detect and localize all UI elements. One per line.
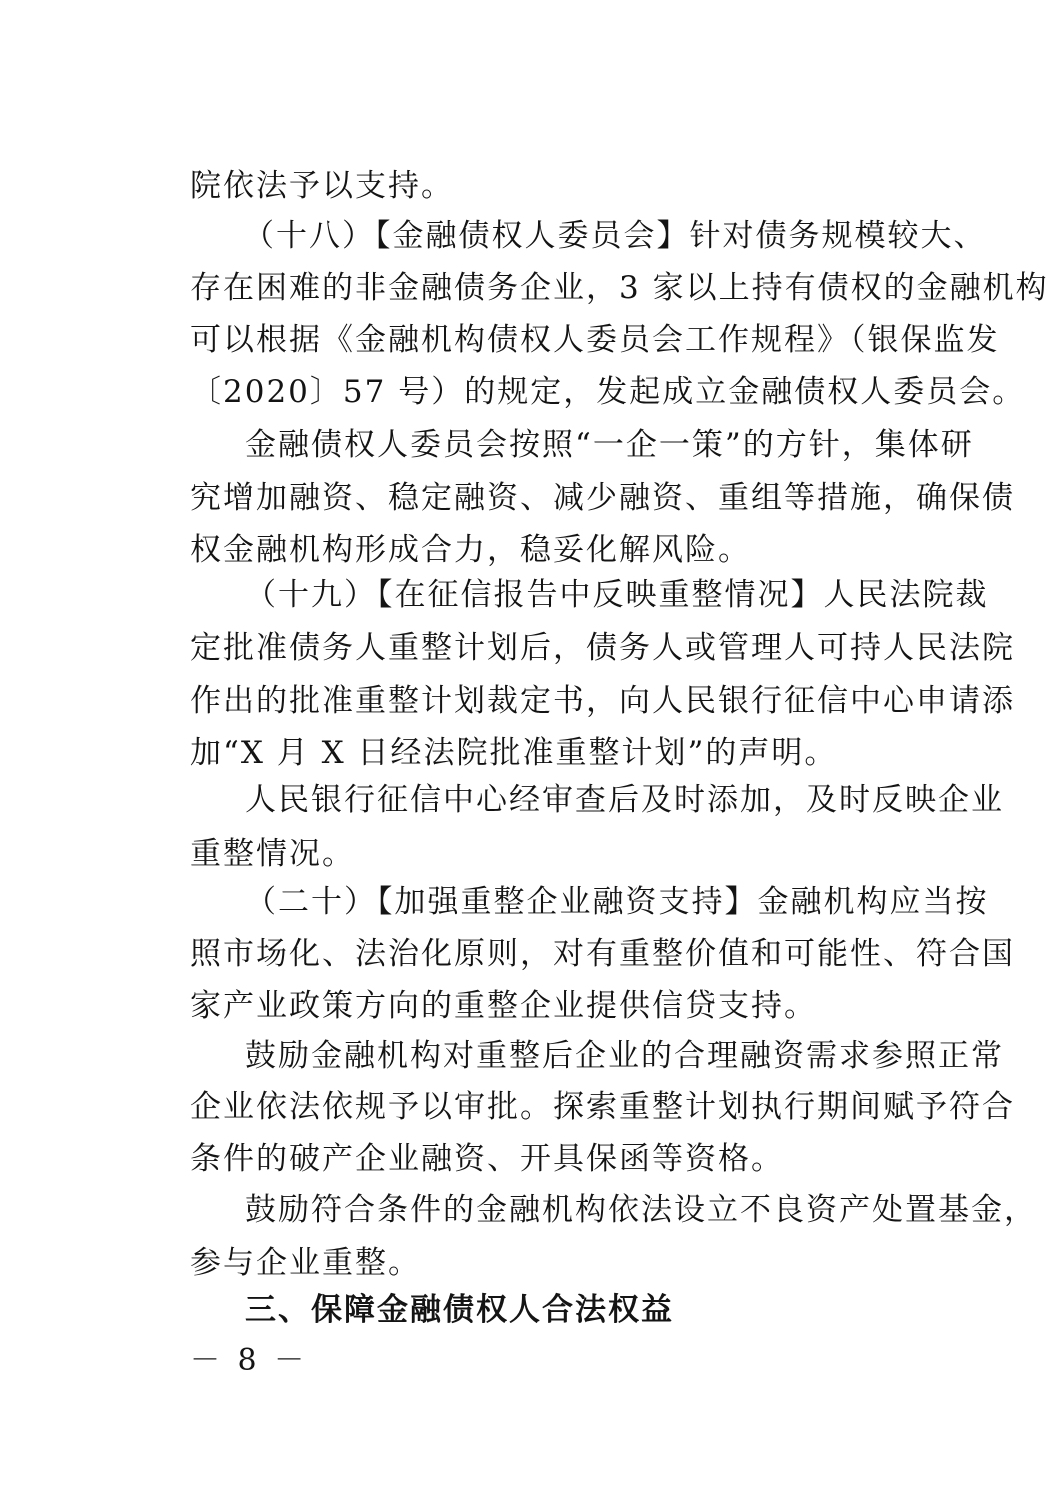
text-line: （二十）【加强重整企业融资支持】金融机构应当按 bbox=[245, 884, 989, 920]
text-line: 鼓励金融机构对重整后企业的合理融资需求参照正常 bbox=[245, 1038, 1004, 1074]
page-number: － 8 － bbox=[190, 1343, 309, 1378]
text-line: 权金融机构形成合力，稳妥化解风险。 bbox=[190, 532, 751, 568]
text-line: 企业依法依规予以审批。探索重整计划执行期间赋予符合 bbox=[190, 1089, 1015, 1125]
text-line: 参与企业重整。 bbox=[190, 1245, 421, 1281]
text-line: 金融债权人委员会按照“一企一策”的方针，集体研 bbox=[245, 427, 974, 463]
text-line: 鼓励符合条件的金融机构依法设立不良资产处置基金， bbox=[245, 1192, 1037, 1228]
text-line: 存在困难的非金融债务企业，3 家以上持有债权的金融机构 bbox=[190, 270, 1049, 306]
text-line: 究增加融资、稳定融资、减少融资、重组等措施，确保债 bbox=[190, 480, 1015, 516]
text-line: 〔2020〕57 号）的规定，发起成立金融债权人委员会。 bbox=[190, 374, 1026, 410]
text-line: 定批准债务人重整计划后，债务人或管理人可持人民法院 bbox=[190, 630, 1015, 666]
text-line: 院依法予以支持。 bbox=[190, 168, 454, 204]
text-line: 加“X 月 X 日经法院批准重整计划”的声明。 bbox=[190, 735, 838, 771]
text-line: 人民银行征信中心经审查后及时添加，及时反映企业 bbox=[245, 782, 1004, 818]
text-line: 家产业政策方向的重整企业提供信贷支持。 bbox=[190, 988, 817, 1024]
text-line: 可以根据《金融机构债权人委员会工作规程》（银保监发 bbox=[190, 322, 1000, 358]
text-line: 照市场化、法治化原则，对有重整价值和可能性、符合国 bbox=[190, 936, 1015, 972]
text-line: （十九）【在征信报告中反映重整情况】人民法院裁 bbox=[245, 577, 989, 613]
text-line: （十八）【金融债权人委员会】针对债务规模较大、 bbox=[243, 218, 987, 254]
section-heading: 三、保障金融债权人合法权益 bbox=[245, 1292, 674, 1328]
text-line: 重整情况。 bbox=[190, 836, 355, 872]
text-line: 作出的批准重整计划裁定书，向人民银行征信中心申请添 bbox=[190, 683, 1015, 719]
text-line: 条件的破产企业融资、开具保函等资格。 bbox=[190, 1141, 784, 1177]
